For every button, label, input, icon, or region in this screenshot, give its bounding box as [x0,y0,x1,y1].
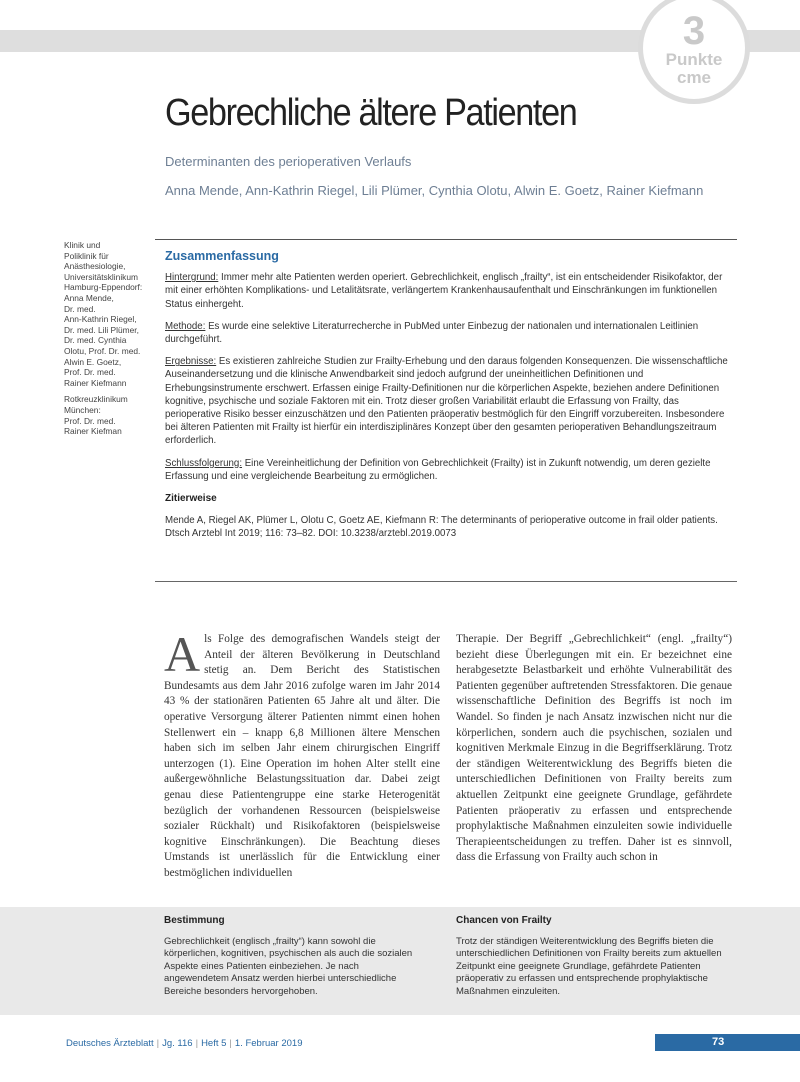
summary-text: Es existieren zahlreiche Studien zur Frailty-Erhebung und den daraus folgenden Konsequenzen. Die wissenschaftliche Auseinandersetzung und die klinische Anwendbarkeit sind jedoch aufgrund der uneinheitlichen Definitionen und Erhebungsinstrumente erschwert. Erfassen einige Frailty-Definitionen nur die körperlichen Aspekte, beziehen andere Definitionen kognitive, psychische und soziale Faktoren mit ein. Trotz dieser großen Variabilität erlaubt die Erfassung von Frailty, das perioperative Risiko besser einzuschätzen und den Patienten präoperativ bestmöglich für den Eingriff vorzubereiten. Insbesondere bei älteren Patienten mit Frailty ist hierfür ein interdisziplinäres Konzept über den gesamten perioperativen Behandlungszeitraum erforderlich. [165,356,728,447]
summary-text: Es wurde eine selektive Literaturrecherche in PubMed unter Einbezug der nationalen und internationalen Leitlinien durchgeführt. [165,320,699,346]
summary-conclusion [165,457,735,483]
key-point-heading: Chancen von Frailty [456,915,552,926]
journal-date: 1. Februar 2019 [234,1038,303,1049]
drop-cap: A [164,626,201,682]
affiliation-hamburg: Klinik und Poliklinik für Anästhesiologie, Universitätsklinikum Hamburg-Eppendorf: Anna Mende, Dr. med. Ann-Kathrin Riegel, Dr. med. Lili Plümer, Dr. med. Cynthia Olotu, Prof. Dr. med. Alwin E. Goetz, Prof. Dr. med. Rainer Kiefmann [64,240,143,388]
journal-name: Deutsches Ärzteblatt [66,1038,154,1049]
body-text-right: Therapie. Der Begriff „Gebrechlichkeit“ (engl. „frailty“) bezieht diese Überlegungen mit ein. Er bezeichnet eine herabgesetzte Belastbarkeit und erhöhte Vulnerabilität des Patienten gegenüber auftretenden Stressfaktoren. Die genaue wissenschaftliche Definition des Begriffs ist noch im Wandel. So finden je nach Ansatz inzwischen nicht nur die körperlichen, sondern auch die psychischen, sozialen und kognitiven Merkmale Einzug in die Begriffserklärung. Trotz der ständigen Weiterentwicklung des Begriffs bieten die unterschiedlichen Definitionen von Frailty bereits zum aktuellen Zeitpunkt eine geeignete Grundlage, gefährdete Patienten präoperativ zu erfassen und entsprechende prophylaktische Maßnahmen einzuleiten sowie individuelle Therapieentscheidungen zu treffen. Daher ist es sinnvoll, dass die Erfassung von Frailty auch schon in [456,633,732,864]
article-subtitle: Determinanten des perioperativen Verlaufs [165,154,412,169]
summary-label: Hintergrund: [165,272,219,284]
key-point-text: Gebrechlichkeit (englisch „frailty“) kann sowohl die körperlichen, kognitiven, psychischen als auch die sozialen Aspekte eines Patienten einbeziehen. Je nach angewendetem Ansatz werden hierbei unterschiedliche Bereiche besonders hervorgehoben. [164,935,413,997]
body-column-left [164,626,440,882]
page-number-bar [655,1034,800,1051]
key-point-heading: Bestimmung [164,915,225,926]
page-number: 73 [712,1036,725,1048]
summary-background [165,271,735,311]
summary-label: Schlussfolgerung: [165,457,243,469]
journal-volume: Jg. 116 [162,1038,193,1049]
article-authors: Anna Mende, Ann-Kathrin Riegel, Lili Plümer, Cynthia Olotu, Alwin E. Goetz, Rainer Kiefmann [165,183,704,198]
key-point-chances [456,915,726,999]
summary-results [165,355,735,447]
citation-heading: Zitierweise [165,493,217,505]
journal-issue: Heft 5 [201,1038,227,1049]
cme-points-badge [638,0,750,104]
affiliation-muenchen: Rotkreuzklinikum München: Prof. Dr. med. Rainer Kiefman [64,394,128,437]
key-point-text: Trotz der ständigen Weiterentwicklung des Begriffs bieten die unterschiedlichen Definitionen von Frailty bereits zum aktuellen Zeitpunkt eine geeignete Grundlage, gefährdete Patienten präoperativ zu erfassen und entsprechende prophylaktische Maßnahmen einzuleiten. [456,935,722,997]
cme-points-unit: Punkte [665,50,723,69]
article-title: Gebrechliche ältere Patienten [165,92,577,134]
summary-bottom-rule [155,581,737,582]
summary-label: Ergebnisse: [165,356,217,368]
summary-box [165,250,735,550]
key-point-definition [164,915,416,999]
body-text-left: ls Folge des demografischen Wandels steigt der Anteil der älteren Bevölkerung in Deutschland stetig an. Dem Bericht des Statistischen Bundesamts aus dem Jahr 2016 zufolge waren im Jahr 2014 43 % der stationären Patienten 65 Jahre alt und älter. Die operative Versorgung älterer Patienten nimmt einen hohen Stellenwert ein – knapp 6,8 Millionen ältere Menschen haben sich im selben Jahr einem chirurgischen Eingriff unterzogen (1). Eine Operation im hohen Alter stellt eine außergewöhnliche Belastungssituation dar. Dabei zeigt genau diese Patientengruppe eine starke Heterogenität bezüglich der vorhandenen Ressourcen (beispielsweise sozialer Rückhalt) und Risikofaktoren (beispielsweise kognitive Einschränkungen). Die Beachtung dieses Umstands ist unerlässlich für die Entwicklung einer bestmöglichen individuellen [164,633,440,879]
summary-method [165,320,735,346]
journal-footer: Deutsches Ärzteblatt | Jg. 116 | Heft 5 | 1. Februar 2019 [66,1038,303,1049]
body-column-right [456,632,732,866]
cme-label: cme [676,68,712,87]
summary-top-rule [155,239,737,240]
cme-points-number: 3 [682,9,706,53]
summary-label: Methode: [165,320,206,332]
summary-text: Eine Vereinheitlichung der Definition von Gebrechlichkeit (Frailty) ist in Zukunft notwendig, um deren gezielte Erfassung und eine vergleichende Bearbeitung zu ermöglichen. [165,457,711,482]
citation-text: Mende A, Riegel AK, Plümer L, Olotu C, Goetz AE, Kiefmann R: The determinants of perioperative outcome in frail older patients. Dtsch Arztebl Int 2019; 116: 73–82. DOI: 10.3238/arztebl.2019.0073 [165,515,718,540]
summary-heading: Zusammenfassung [165,249,279,263]
affiliations [64,240,154,443]
summary-text: Immer mehr alte Patienten werden operiert. Gebrechlichkeit, englisch „frailty“, ist ein entscheidender Risikofaktor, der mit einer erhöhten Komplikations- und Letalitätsrate, verlängertem Krankenhausaufenthalt und Einschränkungen im funktionellen Status einhergeht. [165,272,723,310]
